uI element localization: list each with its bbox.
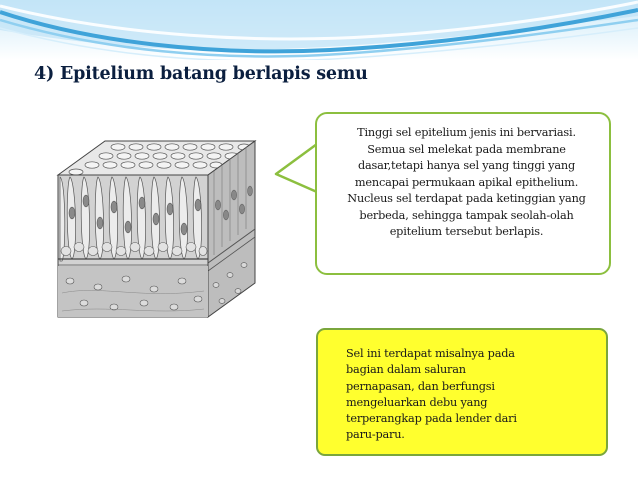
function-line: pernapasan, dan berfungsi	[346, 379, 495, 393]
function-line: paru-paru.	[346, 428, 405, 442]
description-line: dasar,tetapi hanya sel yang tinggi yang	[357, 159, 575, 172]
function-text	[346, 346, 546, 444]
description-line: Nucleus sel terdapat pada ketinggian yang	[347, 192, 586, 205]
description-line: mencapai permukaan apikal epithelium.	[354, 175, 579, 189]
function-line: terperangkap pada lender dari	[346, 412, 517, 426]
description-line: epitelium tersebut berlapis.	[389, 225, 544, 238]
description-line: berbeda, sehingga tampak seolah-olah	[359, 208, 574, 222]
function-line: bagian dalam saluran	[346, 363, 466, 377]
description-text	[338, 125, 595, 241]
epithelium-illustration	[40, 135, 280, 320]
description-line: Semua sel melekat pada membrane	[367, 142, 566, 156]
slide-title: 4) Epitelium batang berlapis semu	[34, 64, 368, 84]
function-line: Sel ini terdapat misalnya pada	[346, 347, 515, 360]
header-wave-decoration	[0, 0, 638, 60]
description-line: Tinggi sel epitelium jenis ini bervariasi.	[357, 126, 576, 139]
function-line: mengeluarkan debu yang	[346, 395, 488, 409]
